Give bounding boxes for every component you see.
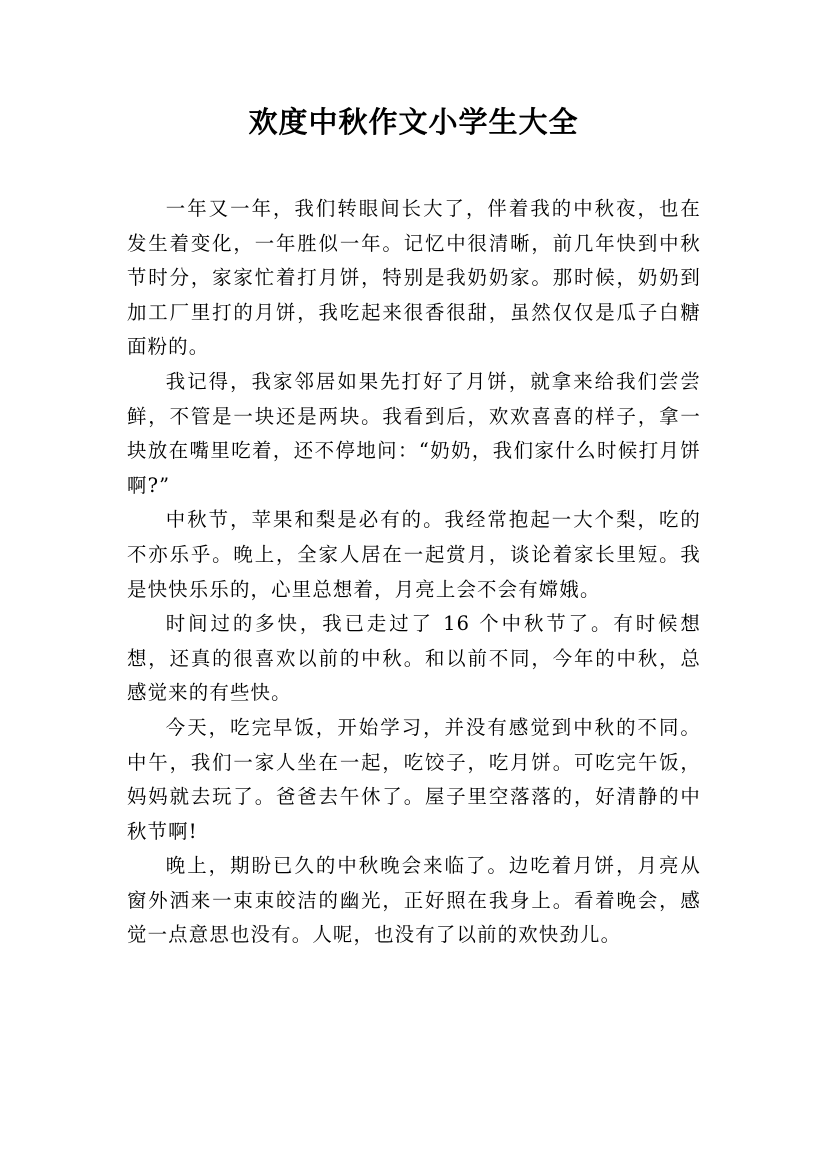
paragraph-1: 一年又一年，我们转眼间长大了，伴着我的中秋夜，也在发生着变化，一年胜似一年。记忆中很清晰，前几年快到中秋节时分，家家忙着打月饼，特别是我奶奶家。那时候，奶奶到加工厂里打的月饼，我吃起来很香很甜，虽然仅仅是瓜子白糖面粉的。 xyxy=(127,197,701,359)
paragraph-5: 今天，吃完早饭，开始学习，并没有感觉到中秋的不同。中午，我们一家人坐在一起，吃饺子，吃月饼。可吃完午饭，妈妈就去玩了。爸爸去午休了。屋子里空落落的，好清静的中秋节啊! xyxy=(127,715,701,843)
paragraph-3: 中秋节，苹果和梨是必有的。我经常抱起一大个梨，吃的不亦乐乎。晚上，全家人居在一起赏月，谈论着家长里短。我是快快乐乐的，心里总想着，月亮上会不会有嫦娥。 xyxy=(127,508,701,601)
paragraph-4: 时间过的多快，我已走过了 16 个中秋节了。有时候想想，还真的很喜欢以前的中秋。和以前不同，今年的中秋，总感觉来的有些快。 xyxy=(127,612,701,705)
document-body xyxy=(127,192,701,953)
paragraph-6: 晚上，期盼已久的中秋晚会来临了。边吃着月饼，月亮从窗外洒来一束束皎洁的幽光，正好照在我身上。看着晚会，感觉一点意思也没有。人呢，也没有了以前的欢快劲儿。 xyxy=(127,854,701,947)
paragraph-2: 我记得，我家邻居如果先打好了月饼，就拿来给我们尝尝鲜，不管是一块还是两块。我看到后，欢欢喜喜的样子，拿一块放在嘴里吃着，还不停地问：“奶奶，我们家什么时候打月饼啊?” xyxy=(127,369,701,497)
document-title: 欢度中秋作文小学生大全 xyxy=(248,105,579,139)
